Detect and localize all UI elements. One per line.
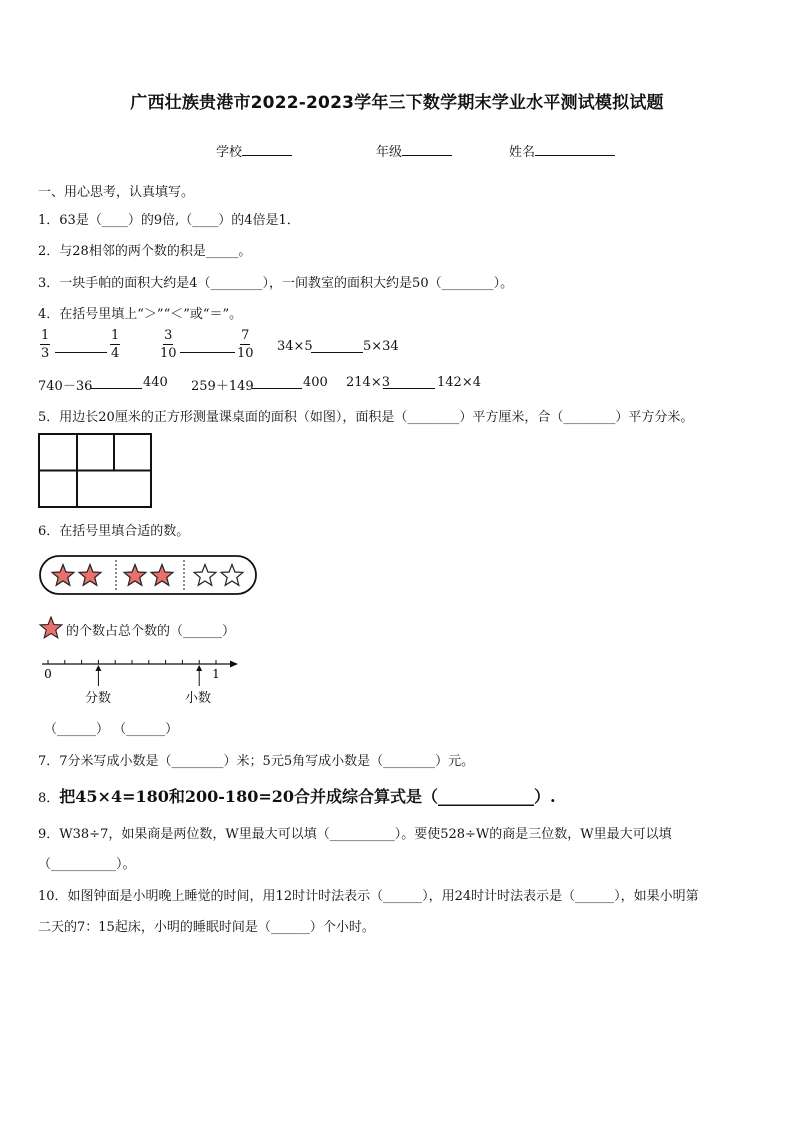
compare-blank[interactable]	[383, 388, 435, 389]
filled-star-icon	[124, 565, 146, 586]
question-10-line1: 10．如图钟面是小明晚上睡觉的时间，用12时计时法表示（______），用24时计时法表示是（______），如果小明第	[38, 889, 699, 904]
filled-star-icon	[151, 565, 173, 586]
star-icon	[38, 616, 64, 640]
name-blank[interactable]	[535, 143, 615, 156]
school-blank[interactable]	[242, 143, 292, 156]
name-field[interactable]	[509, 141, 615, 160]
number-line-arrow-icon	[230, 661, 238, 668]
empty-star-icon	[194, 565, 216, 586]
question-5: 5．用边长20厘米的正方形测量课桌面的面积（如图），面积是（________）平方厘米，合（________）平方分米。	[38, 410, 694, 425]
fraction-1-4: $\frac{1}{4}$	[111, 328, 120, 361]
grade-field[interactable]	[376, 141, 452, 160]
star-row	[50, 563, 250, 589]
question-4: 4．在括号里填上“＞”“＜”或“＝”。	[38, 307, 243, 322]
question-8	[38, 784, 556, 807]
question-7: 7．7分米写成小数是（________）米；5元5角写成小数是（________）元。	[38, 754, 475, 769]
expr-5x34: 5×34	[363, 339, 399, 354]
compare-blank[interactable]	[180, 352, 235, 353]
grade-label: 年级	[376, 145, 403, 160]
question-9-line1: 9．W38÷7，如果商是两位数，W里最大可以填（__________）。要使528÷W的商是三位数，W里最大可以填	[38, 827, 672, 842]
number-line-label-1: 1	[212, 667, 220, 681]
fraction-3-10: $\frac{3}{10}$	[160, 328, 177, 361]
label-decimal: 小数	[185, 691, 212, 706]
empty-star-icon	[221, 565, 243, 586]
expr-214x3: 214×3	[346, 375, 390, 390]
grade-blank[interactable]	[402, 143, 452, 156]
compare-blank[interactable]	[90, 388, 142, 389]
question-8-text: 把45×4=180和200-180=20合并成综合算式是（____________）.	[59, 787, 556, 806]
expr-259+149: 259＋149	[191, 379, 254, 394]
question-9-line2: （__________）。	[38, 857, 136, 872]
question-8-number: 8．	[38, 791, 60, 806]
name-label: 姓名	[509, 145, 536, 160]
number-line	[38, 652, 248, 686]
school-field[interactable]	[216, 141, 292, 160]
page-title: 广西壮族贵港市2022-2023学年三下数学期末学业水平测试模拟试题	[130, 93, 664, 113]
pointer-arrow-icon	[196, 665, 202, 671]
desk-grid-figure	[38, 433, 154, 509]
question-3: 3．一块手帕的面积大约是4（________），一间教室的面积大约是50（________）。	[38, 276, 514, 291]
compare-blank[interactable]	[252, 388, 302, 389]
fraction-7-10: $\frac{7}{10}$	[237, 328, 254, 361]
label-fraction: 分数	[85, 691, 112, 706]
expr-440: 440	[143, 375, 168, 390]
fraction-1-3: $\frac{1}{3}$	[41, 328, 50, 361]
question-1: 1．63是（____）的9倍,（____）的4倍是1．	[38, 213, 300, 228]
section-heading: 一、用心思考，认真填写。	[38, 185, 195, 200]
expr-740-36: 740－36	[38, 379, 93, 394]
compare-blank[interactable]	[311, 352, 363, 353]
question-10-line2: 二天的7：15起床，小明的睡眠时间是（______）个小时。	[38, 920, 375, 935]
filled-star-icon	[79, 565, 101, 586]
pointer-arrow-icon	[95, 665, 101, 671]
expr-142x4: 142×4	[437, 375, 481, 390]
expr-34x5: 34×5	[277, 339, 313, 354]
filled-star-icon	[52, 565, 74, 586]
star-question: 的个数占总个数的（______）	[66, 624, 236, 639]
compare-blank[interactable]	[55, 352, 107, 353]
number-line-answers: （______） （______）	[44, 722, 179, 737]
number-line-label-0: 0	[44, 667, 52, 681]
expr-400: 400	[303, 375, 328, 390]
school-label: 学校	[216, 145, 243, 160]
filled-star-icon	[40, 617, 62, 638]
question-2: 2．与28相邻的两个数的积是_____。	[38, 244, 252, 259]
question-6: 6．在括号里填合适的数。	[38, 524, 190, 539]
